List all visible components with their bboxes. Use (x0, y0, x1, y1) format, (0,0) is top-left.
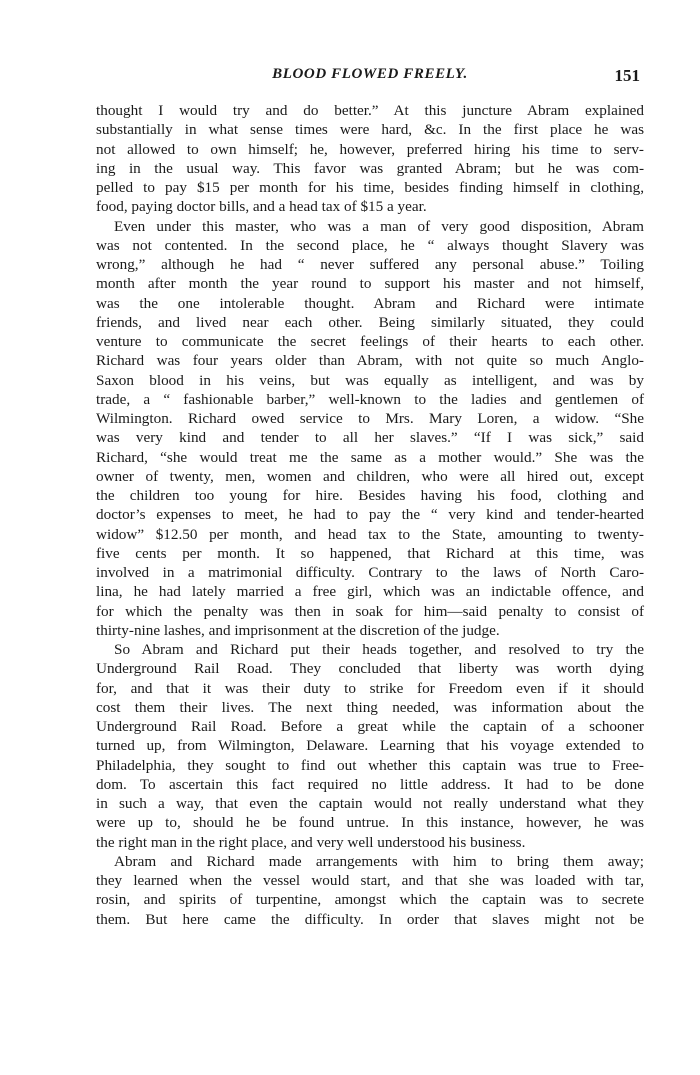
running-head (96, 66, 644, 90)
text-line: owner of twenty, men, women and children, who were all hired out, except (96, 467, 644, 485)
page-number: 151 (614, 66, 640, 85)
text-line: the children too young for hire. Besides having his food, clothing and (96, 487, 644, 504)
body-text (96, 101, 644, 929)
text-line: Philadelphia, they sought to find out whether this captain was true to Free- (96, 756, 644, 774)
text-line: doctor’s expenses to meet, he had to pay the “ very kind and tender-hearted (96, 506, 644, 524)
text-line: Abram and Richard made arrangements with him to bring them away; (114, 852, 644, 870)
text-line: Even under this master, who was a man of very good disposition, Abram (114, 217, 644, 235)
text-line: Underground Rail Road. Before a great while the captain of a schooner (96, 718, 644, 735)
text-line: they learned when the vessel would start, and that she was loaded with tar, (96, 872, 644, 889)
text-line: was not contented. In the second place, he “ always thought Slavery was (96, 236, 644, 254)
text-line: lina, he had lately married a free girl, which was an indictable offence, and (96, 583, 644, 601)
text-line: cost them their lives. The next thing needed, was information about the (96, 698, 644, 716)
text-line: food, paying doctor bills, and a head tax of $15 a year. (96, 198, 427, 216)
text-line: pelled to pay $15 per month for his time, besides finding himself in clothing, (96, 179, 644, 196)
text-line: dom. To ascertain this fact required no little address. It had to be done (96, 775, 644, 793)
text-line: were up to, should he be found untrue. In this instance, however, he was (96, 814, 644, 832)
text-line: for, and that it was their duty to strike for Freedom even if it should (96, 679, 644, 697)
text-line: Wilmington. Richard owed service to Mrs. Mary Loren, a widow. “She (96, 410, 644, 427)
text-line: rosin, and spirits of turpentine, amongst which the captain was to secrete (96, 891, 644, 909)
text-line: the right man in the right place, and very well understood his business. (96, 833, 526, 851)
text-line: not allowed to own himself; he, however, preferred hiring his time to serv- (96, 140, 644, 158)
text-line: thirty-nine lashes, and imprisonment at the discretion of the judge. (96, 621, 500, 639)
text-line: them. But here came the difficulty. In order that slaves might not be (96, 910, 644, 928)
text-line: friends, and lived near each other. Being similarly situated, they could (96, 313, 644, 331)
text-line: involved in a matrimonial difficulty. Contrary to the laws of North Caro- (96, 564, 644, 581)
text-line: wrong,” although he had “ never suffered any personal abuse.” Toiling (96, 256, 644, 273)
running-title: BLOOD FLOWED FREELY. (272, 66, 468, 82)
text-line: Saxon blood in his veins, but was equally as intelligent, and was by (96, 371, 644, 389)
text-line: So Abram and Richard put their heads together, and resolved to try the (114, 641, 644, 658)
text-line: month after month the year round to support his master and not himself, (96, 275, 644, 293)
text-line: trade, a “ fashionable barber,” well-known to the ladies and gentlemen of (96, 390, 644, 408)
text-line: Underground Rail Road. They concluded that liberty was worth dying (96, 660, 644, 678)
text-line: venture to communicate the secret feelings of their hearts to each other. (96, 333, 644, 350)
text-line: Richard, “she would treat me the same as a mother would.” She was the (96, 448, 644, 466)
text-line: for which the penalty was then in soak for him—said penalty to consist of (96, 602, 644, 620)
text-line: five cents per month. It so happened, that Richard at this time, was (96, 544, 644, 562)
text-line: in such a way, that even the captain would not really understand what they (96, 795, 644, 812)
text-line: substantially in what sense times were hard, &c. In the first place he was (96, 121, 644, 139)
text-line: thought I would try and do better.” At this juncture Abram explained (96, 102, 644, 119)
text-line: widow” $12.50 per month, and head tax to the State, amounting to twenty- (96, 525, 644, 543)
text-line: was the one intolerable thought. Abram and Richard were intimate (96, 294, 644, 312)
text-line: turned up, from Wilmington, Delaware. Learning that his voyage extended to (96, 737, 644, 755)
text-line: Richard was four years older than Abram, with not quite so much Anglo- (96, 352, 644, 370)
text-line: ing in the usual way. This favor was granted Abram; but he was com- (96, 159, 644, 177)
text-line: was very kind and tender to all her slaves.” “If I was sick,” said (96, 429, 644, 447)
